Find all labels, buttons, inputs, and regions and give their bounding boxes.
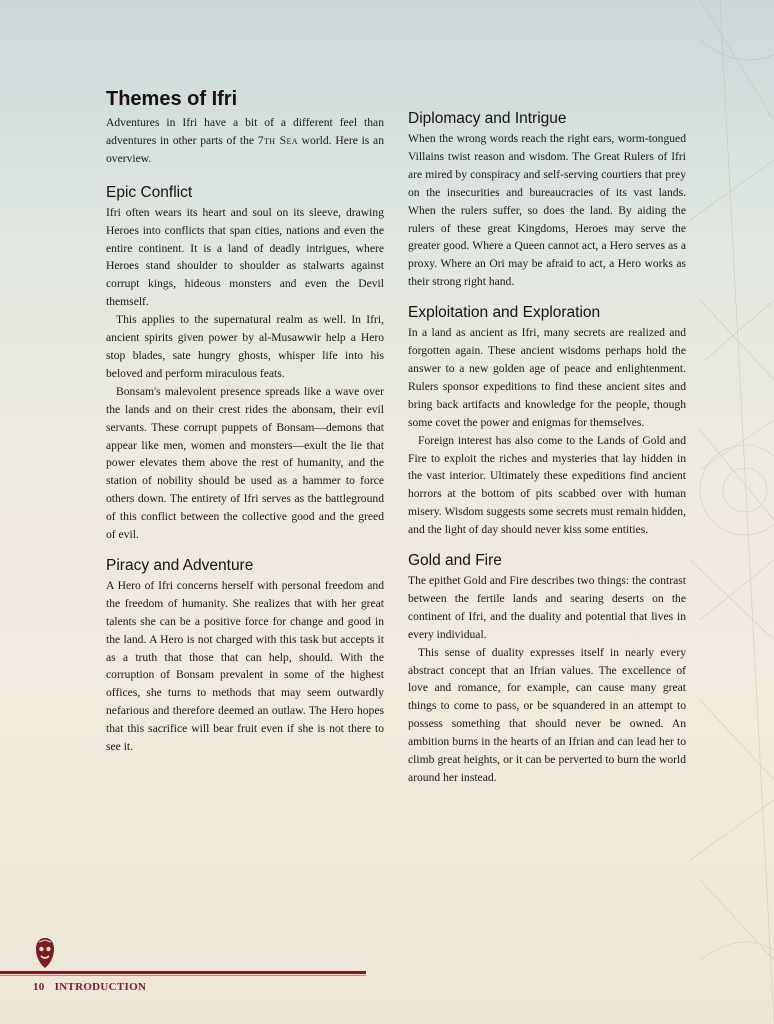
heading-epic-conflict: Epic Conflict xyxy=(106,183,193,201)
gold-fire-paragraph-2: This sense of duality expresses itself in nearly every abstract concept that an Ifrian values. The excellence of love and romance, for example, can cause many great things to come to pass, or be squandered in an attempt to possess something that should never be owned. An ambition burns in the hearts of an Ifrian and can lead her to climb great heights, or it can be perverted to burn the world around her instead. xyxy=(408,645,686,784)
page-title: Themes of Ifri xyxy=(106,88,238,110)
page-number: 10 xyxy=(33,981,45,993)
heading-gold-fire: Gold and Fire xyxy=(408,552,502,570)
exploitation-exploration-paragraph-2: Foreign interest has also come to the Lands of Gold and Fire to exploit the riches and mysteries that lay hidden in the vast interior. Ultimately these expeditions find ancient horrors at the bottom of pits scabbed over with human misery. Wisdom suggests some secrets must remain hidden, and the light of day should never kiss some entities. xyxy=(408,433,686,537)
exploitation-exploration-paragraph-1: In a land as ancient as Ifri, many secrets are realized and forgotten again. These ancient wisdoms perhaps hold the answer to a new golden age of peace and enlightenment. Rulers sponsor expeditions to find these ancient sites and bring back artifacts and knowledge for the people, though some covet the power and enigmas for themselves. xyxy=(408,326,686,429)
epic-conflict-paragraph-1: Ifri often wears its heart and soul on its sleeve, drawing Heroes into conflicts that span cities, nations and even the entire continent. It is a land of deadly intrigues, where Heroes stand shoulder to shoulder as stalwarts against corrupt kings, hideous monsters and even the Devil themself. xyxy=(106,205,384,309)
epic-conflict-paragraph-3: Bonsam's malevolent presence spreads like a wave over the lands and on their crest rides the abonsam, their evil servants. These corrupt puppets of Bonsam—demons that appear like men, women and monsters—exult the lie that power elevates them above the rest of humanity, and the station of nobility should be used as a hammer to force others down. The entirety of Ifri serves as the battleground of this conflict between the collective good and the greed of evil. xyxy=(106,384,384,542)
heading-diplomacy-intrigue: Diplomacy and Intrigue xyxy=(408,110,567,127)
piracy-adventure-paragraph-1: A Hero of Ifri concerns herself with personal freedom and the freedom of humanity. She realizes that with her great talents she can be a positive force for change and good in the land. A Hero is not charged with this task but accepts it as a truth that those that can help, should. With the corruption of Bonsam prevalent in some of the highest offices, she turns to methods that may seem outwardly nefarious and therefore deemed an outlaw. The Hero hopes that this sacrifice will bear fruit even if she is not there to see it. xyxy=(106,578,384,754)
mask-emblem-icon xyxy=(34,937,56,969)
heading-exploitation-exploration: Exploitation and Exploration xyxy=(408,304,601,322)
diplomacy-intrigue-paragraph-1: When the wrong words reach the right ears, worm-tongued Villains twist reason and wisdom. The Great Rulers of Ifri are mired by conspiracy and self-serving courtiers that prey on the insecurities and bureaucracies of its vast lands. When the rulers suffer, so does the land. By aiding the rulers of these great Kingdoms, Heroes may serve the greater good. Where a Queen cannot act, a Hero serves as a proxy. Where an Ori may be afraid to act, a Hero works as their strong right hand. xyxy=(408,132,686,289)
page-footer xyxy=(33,981,146,993)
gold-fire-paragraph-1: The epithet Gold and Fire describes two things: the contrast between the fertile lands and searing deserts on the continent of Ifri, and the duality and potential that lives in every individual. xyxy=(408,574,686,641)
intro-paragraph: Adventures in Ifri have a bit of a different feel than adventures in other parts of the 7th Sea world. Here is an overview. xyxy=(106,116,384,165)
left-column xyxy=(106,86,384,756)
brand-name: 7th Sea xyxy=(257,133,298,147)
footer-rule xyxy=(0,971,366,974)
footer-rule-shadow xyxy=(0,975,366,976)
epic-conflict-paragraph-2: This applies to the supernatural realm as well. In Ifri, ancient spirits given power by al-Musawwir help a Hero stop blades, sate hungry ghosts, whisper life into his beloved and perform miraculous feats. xyxy=(106,313,384,380)
heading-piracy-adventure: Piracy and Adventure xyxy=(106,556,254,574)
right-column xyxy=(408,108,686,787)
section-label: INTRODUCTION xyxy=(54,981,147,993)
